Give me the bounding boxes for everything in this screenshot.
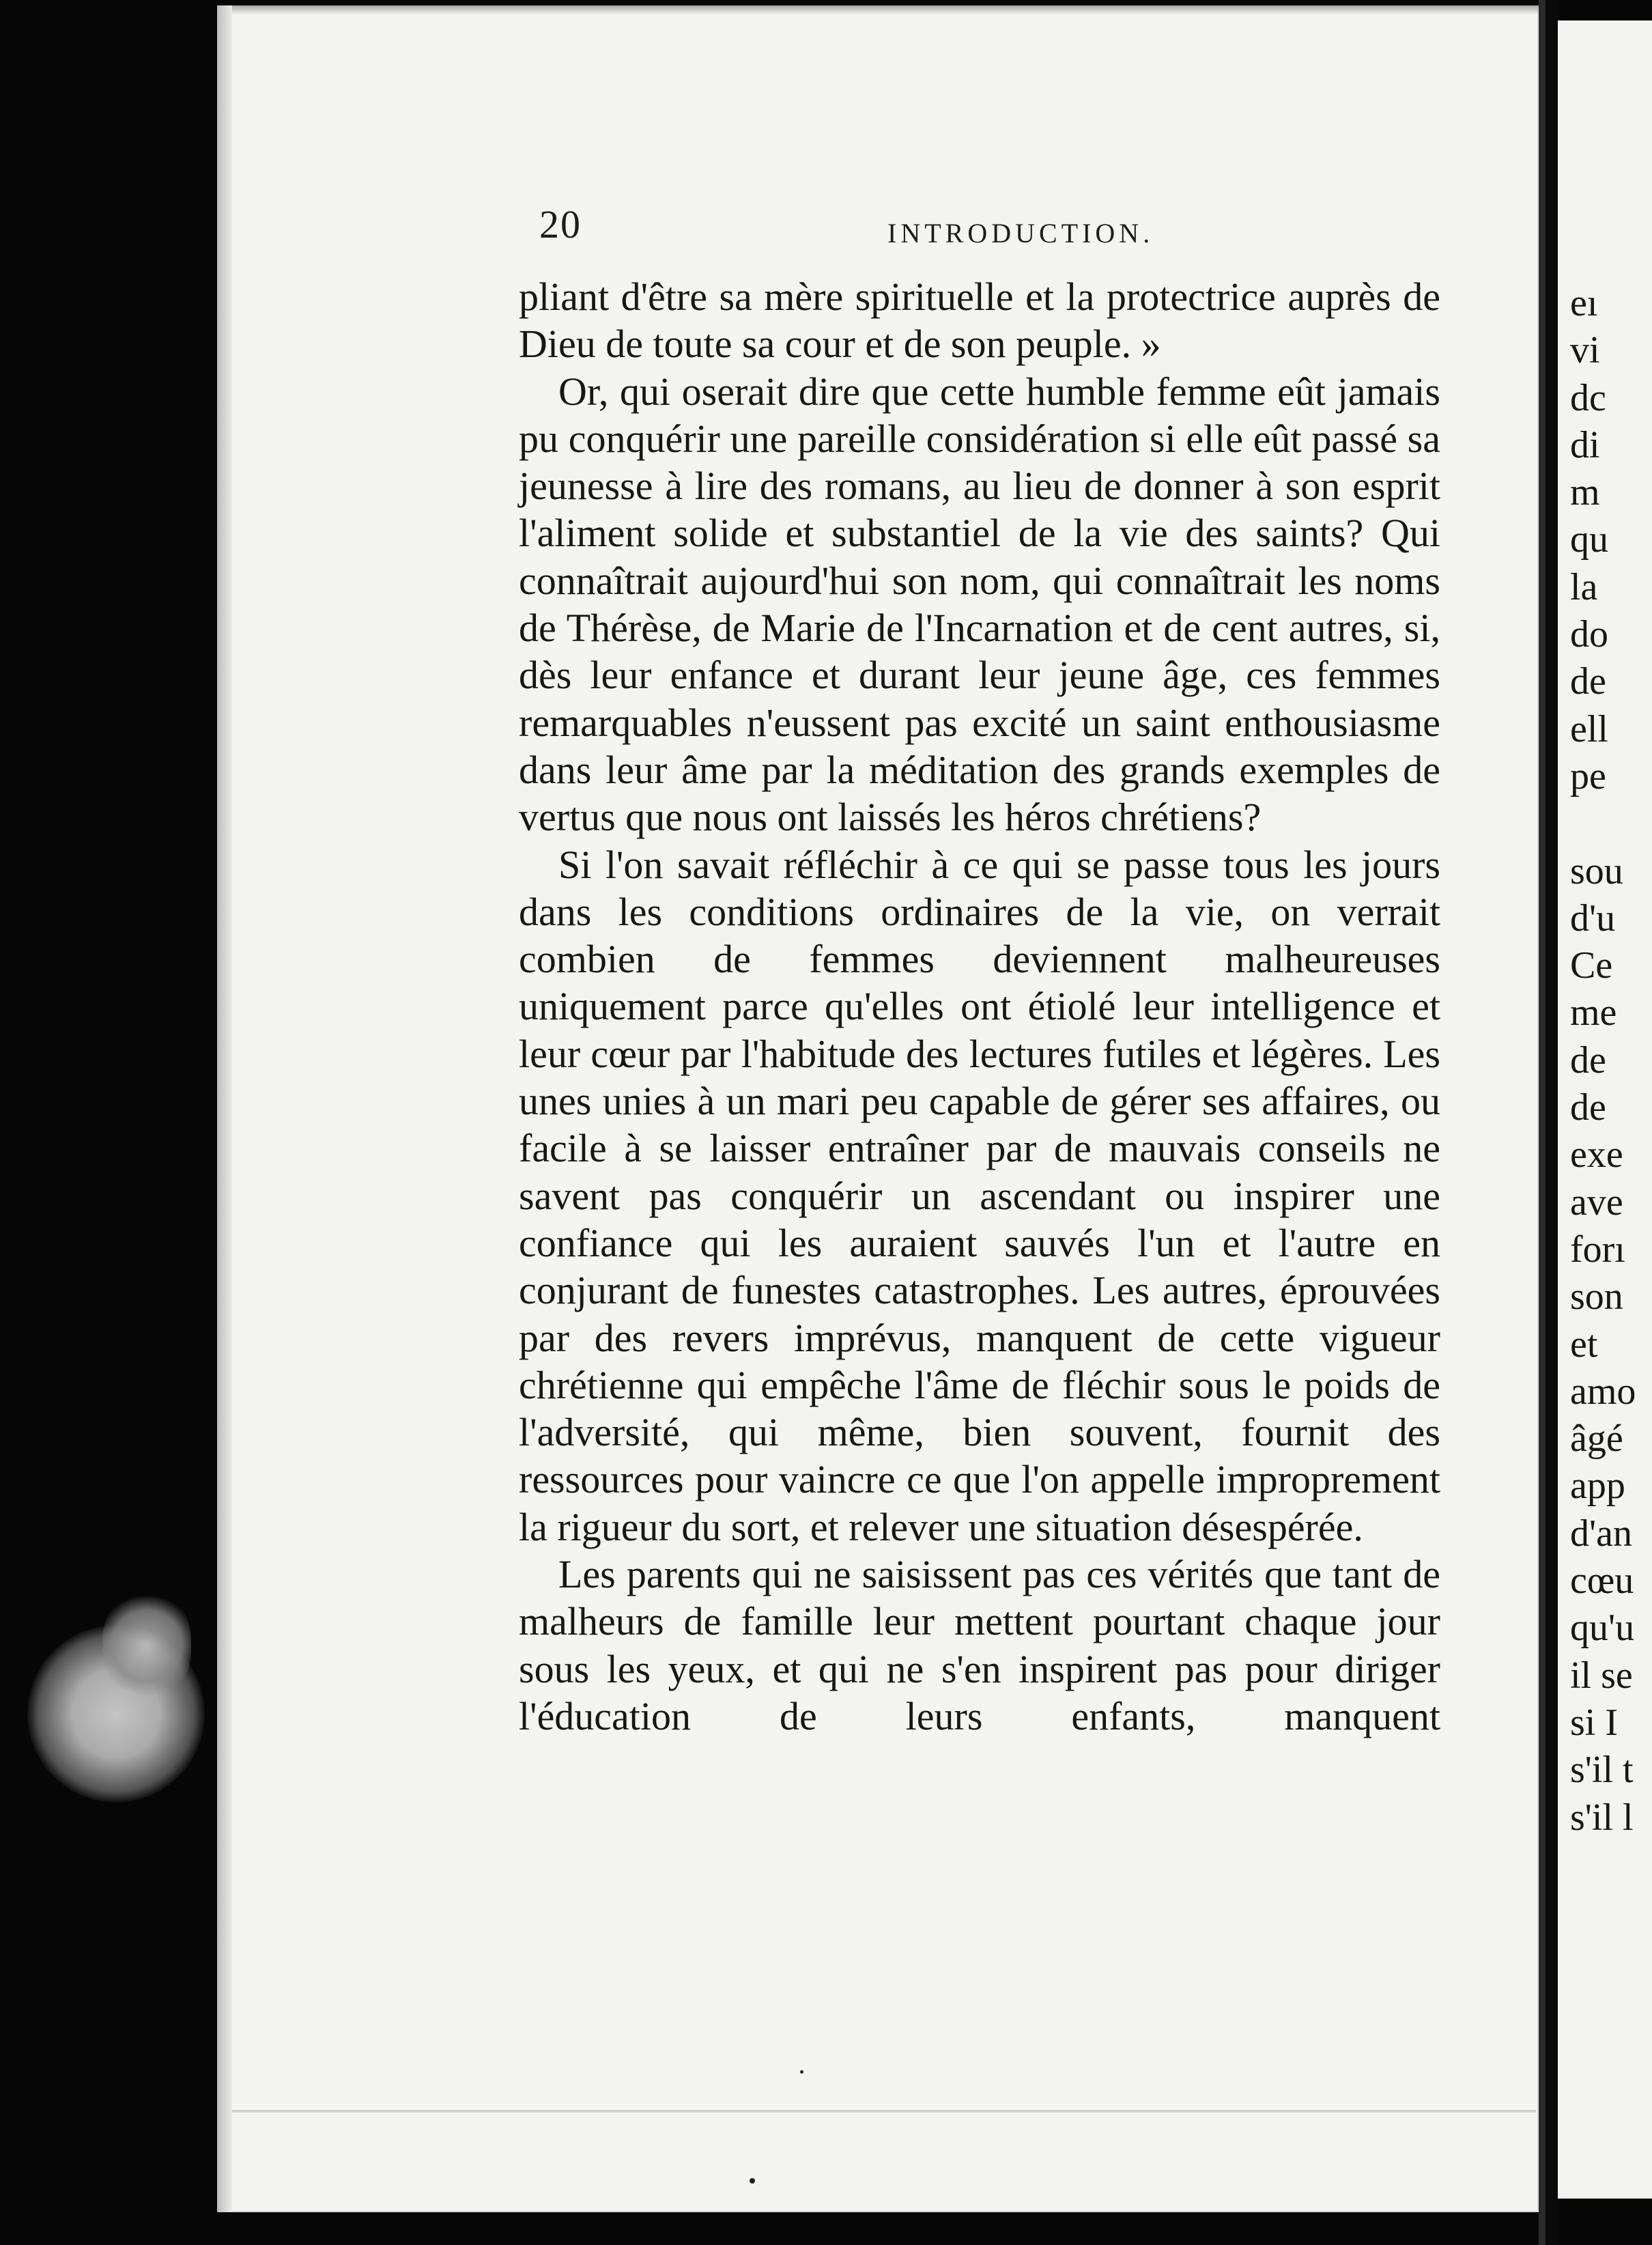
next-page-text: [1570, 280, 1652, 1841]
next-page-line: la: [1570, 565, 1598, 608]
next-page-line: Ce: [1570, 944, 1613, 987]
page-number: 20: [539, 202, 582, 246]
next-page-line: [1570, 800, 1652, 847]
next-page-line: s'il l: [1570, 1796, 1634, 1839]
next-page-line: de: [1570, 660, 1606, 703]
paragraph: pliant d'être sa mère spirituelle et la protectrice auprès de Dieu de toute sa cour et de son peuple. »: [519, 274, 1440, 367]
next-page-line: cœu: [1570, 1559, 1634, 1602]
page-bottom-edge: [232, 2110, 1536, 2113]
paragraph: Les parents qui ne saisissent pas ces vérités que tant de malheurs de famille leur mettent pourtant chaque jour sous les yeux, et qui ne s'en inspirent pas pour diriger l'éducation de leurs enfants, manquent: [519, 1552, 1440, 1738]
next-page-line: qu'u: [1570, 1607, 1635, 1650]
next-page-line: me: [1570, 991, 1617, 1034]
next-page-line: eı: [1570, 282, 1598, 324]
book-gutter: [1539, 0, 1546, 2245]
next-page-line: son: [1570, 1275, 1623, 1318]
next-page-line: dc: [1570, 376, 1606, 419]
next-page-line: s'il t: [1570, 1749, 1634, 1792]
body-text: [519, 273, 1440, 1740]
next-page-line: il se: [1570, 1654, 1633, 1697]
page-edge: [217, 5, 232, 2212]
next-page-line: et: [1570, 1323, 1598, 1366]
next-page-line: ave: [1570, 1181, 1623, 1224]
next-page-line: âgé: [1570, 1417, 1623, 1460]
ink-speck: [800, 2070, 803, 2074]
paragraph: Or, qui oserait dire que cette humble femme eût jamais pu conquérir une pareille considération si elle eût passé sa jeunesse à lire des romans, au lieu de donner à son esprit l'aliment solide et substantiel de la vie des saints? Qui connaîtrait aujourd'hui son nom, qui connaîtrait les noms de Thérèse, de Marie de l'Incarnation et de cent autres, si, dès leur enfance et durant leur jeune âge, ces femmes remarquables n'eussent pas excité un saint enthousiasme dans leur âme par la méditation des grands exemples de vertus que nous ont laissés les héros chrétiens?: [519, 369, 1440, 840]
next-page-line: de: [1570, 1039, 1606, 1082]
next-page-line: di: [1570, 423, 1600, 466]
book-gutter-shadow: [1546, 0, 1558, 2245]
next-page-line: ell: [1570, 707, 1608, 750]
next-page-line: d'u: [1570, 896, 1616, 940]
next-page-line: qu: [1570, 518, 1608, 561]
margin-stain: [102, 1591, 191, 1700]
next-page-line: pe: [1570, 754, 1606, 797]
next-page-line: de: [1570, 1086, 1606, 1129]
next-page-line: app: [1570, 1465, 1625, 1508]
page-top-shadow: [232, 5, 1539, 15]
ink-speck: [750, 2178, 755, 2184]
running-title: INTRODUCTION.: [887, 218, 1154, 249]
next-page-line: d'an: [1570, 1512, 1632, 1555]
next-page-line: do: [1570, 613, 1608, 656]
next-page-line: forı: [1570, 1228, 1625, 1271]
next-page-line: amo: [1570, 1370, 1636, 1413]
next-page-line: sou: [1570, 849, 1623, 892]
next-page-line: vi: [1570, 329, 1600, 372]
next-page-line: exe: [1570, 1133, 1623, 1176]
paragraph: Si l'on savait réfléchir à ce qui se passe tous les jours dans les conditions ordinaires de la vie, on verrait combien de femmes deviennent malheureuses uniquement parce qu'elles ont étiolé leur intelligence et leur cœur par l'habitude des lectures futiles et légères. Les unes unies à un mari peu capable de gérer ses affaires, ou facile à se laisser entraîner par de mauvais conseils ne savent pas conquérir un ascendant ou inspirer une confiance qui les auraient sauvés l'un et l'autre en conjurant de funestes catastrophes. Les autres, éprouvées par des revers imprévus, manquent de cette vigueur chrétienne qui empêche l'âme de fléchir sous le poids de l'adversité, qui même, bien souvent, fournit des ressources pour vaincre ce que l'on appelle improprement la rigueur du sort, et relever une situation désespérée.: [519, 842, 1440, 1549]
next-page-line: si I: [1570, 1701, 1618, 1744]
next-page-line: m: [1570, 471, 1600, 514]
